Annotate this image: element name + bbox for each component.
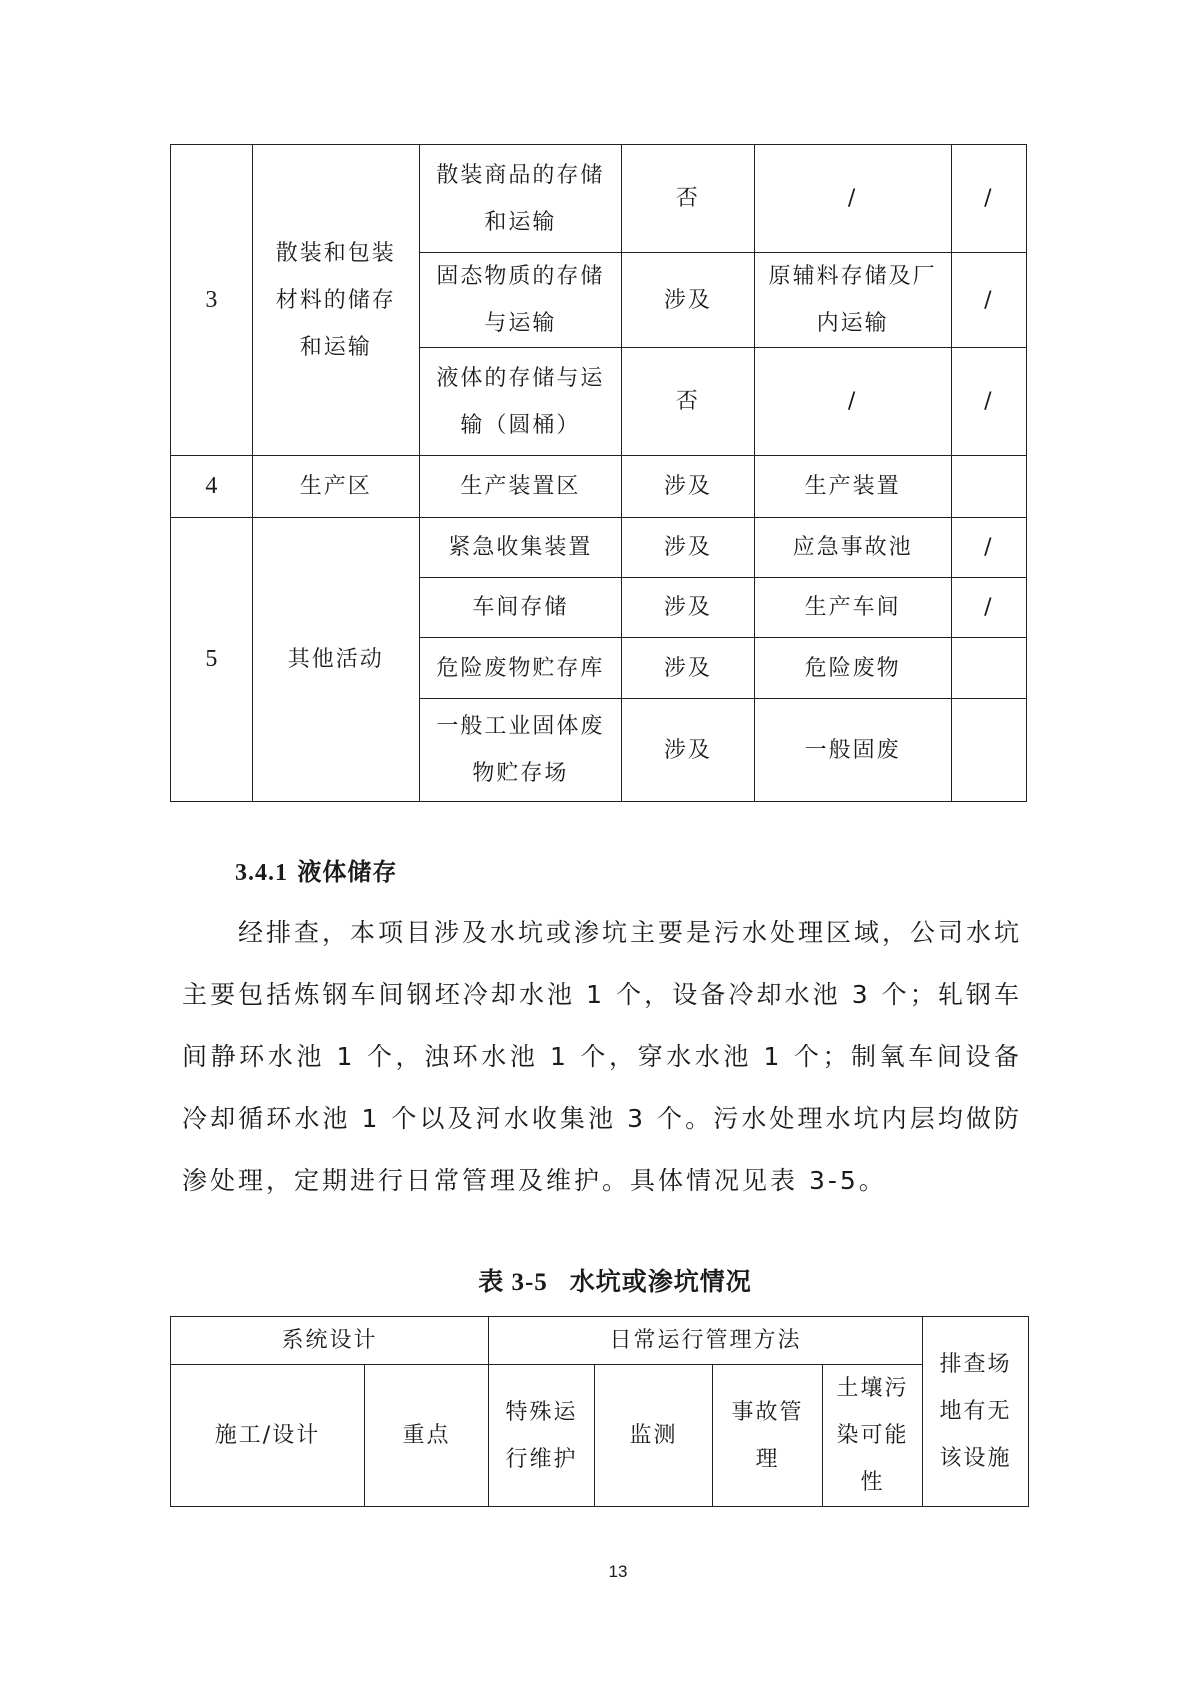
activity-cell: 液体的存储与运输（圆桶） xyxy=(419,348,621,456)
note-cell: 应急事故池 xyxy=(754,518,951,578)
activity-cell: 紧急收集装置 xyxy=(419,518,621,578)
activity-cell: 生产装置区 xyxy=(419,456,621,518)
note-cell: 危险废物 xyxy=(754,638,951,699)
header-facility: 排查场地有无该设施 xyxy=(923,1317,1029,1507)
extra-cell: / xyxy=(951,518,1026,578)
involved-cell: 涉及 xyxy=(622,456,754,518)
body-paragraph: 经排查，本项目涉及水坑或渗坑主要是污水处理区域，公司水坑主要包括炼钢车间钢坯冷却水池 1 个，设备冷却水池 3 个；轧钢车间静环水池 1 个，浊环水池 1 个，穿水水池 1 个；制氧车间设备冷却循环水池 1 个以及河水收集池 3 个。污水处理水坑内层均做防渗处理，定期进行日常管理及维护。具体情况见表 3-5。 xyxy=(182,918,1023,1195)
category-cell: 其他活动 xyxy=(252,518,419,802)
section-title: 液体储存 xyxy=(297,858,398,886)
extra-cell xyxy=(951,456,1026,518)
row-number: 3 xyxy=(171,145,253,456)
header-system-design: 系统设计 xyxy=(171,1317,489,1365)
involved-cell: 涉及 xyxy=(622,699,754,802)
note-cell: 原辅料存储及厂内运输 xyxy=(754,253,951,348)
note-cell: 一般固废 xyxy=(754,699,951,802)
note-cell: / xyxy=(754,348,951,456)
header-construction: 施工/设计 xyxy=(171,1365,365,1507)
involved-cell: 否 xyxy=(622,348,754,456)
involved-cell: 否 xyxy=(622,145,754,253)
table-caption-number: 表 3-5 xyxy=(478,1269,548,1296)
activity-cell: 危险废物贮存库 xyxy=(419,638,621,699)
pit-table xyxy=(170,1316,1029,1507)
header-daily-ops: 日常运行管理方法 xyxy=(489,1317,923,1365)
involved-cell: 涉及 xyxy=(622,578,754,638)
note-cell: 生产装置 xyxy=(754,456,951,518)
table-caption xyxy=(0,1262,1190,1298)
note-cell: 生产车间 xyxy=(754,578,951,638)
section-heading xyxy=(235,852,397,887)
extra-cell xyxy=(951,638,1026,699)
row-number: 5 xyxy=(171,518,253,802)
involved-cell: 涉及 xyxy=(622,518,754,578)
header-monitoring: 监测 xyxy=(595,1365,713,1507)
note-cell: / xyxy=(754,145,951,253)
activity-cell: 车间存储 xyxy=(419,578,621,638)
involved-cell: 涉及 xyxy=(622,253,754,348)
page-number: 13 xyxy=(608,1562,628,1581)
extra-cell: / xyxy=(951,145,1026,253)
involved-cell: 涉及 xyxy=(622,638,754,699)
activity-cell: 散装商品的存储和运输 xyxy=(419,145,621,253)
row-number: 4 xyxy=(171,456,253,518)
table-caption-title: 水坑或渗坑情况 xyxy=(569,1267,752,1296)
extra-cell xyxy=(951,699,1026,802)
activity-cell: 固态物质的存储与运输 xyxy=(419,253,621,348)
category-cell: 生产区 xyxy=(252,456,419,518)
header-soil-pollution: 土壤污染可能性 xyxy=(823,1365,923,1507)
header-key-point: 重点 xyxy=(365,1365,489,1507)
extra-cell: / xyxy=(951,253,1026,348)
header-special-maint: 特殊运行维护 xyxy=(489,1365,595,1507)
extra-cell: / xyxy=(951,348,1026,456)
category-cell: 散装和包装材料的储存和运输 xyxy=(252,145,419,456)
header-accident-mgmt: 事故管理 xyxy=(713,1365,823,1507)
section-number: 3.4.1 xyxy=(235,860,288,886)
activity-table xyxy=(170,144,1027,802)
activity-cell: 一般工业固体废物贮存场 xyxy=(419,699,621,802)
extra-cell: / xyxy=(951,578,1026,638)
